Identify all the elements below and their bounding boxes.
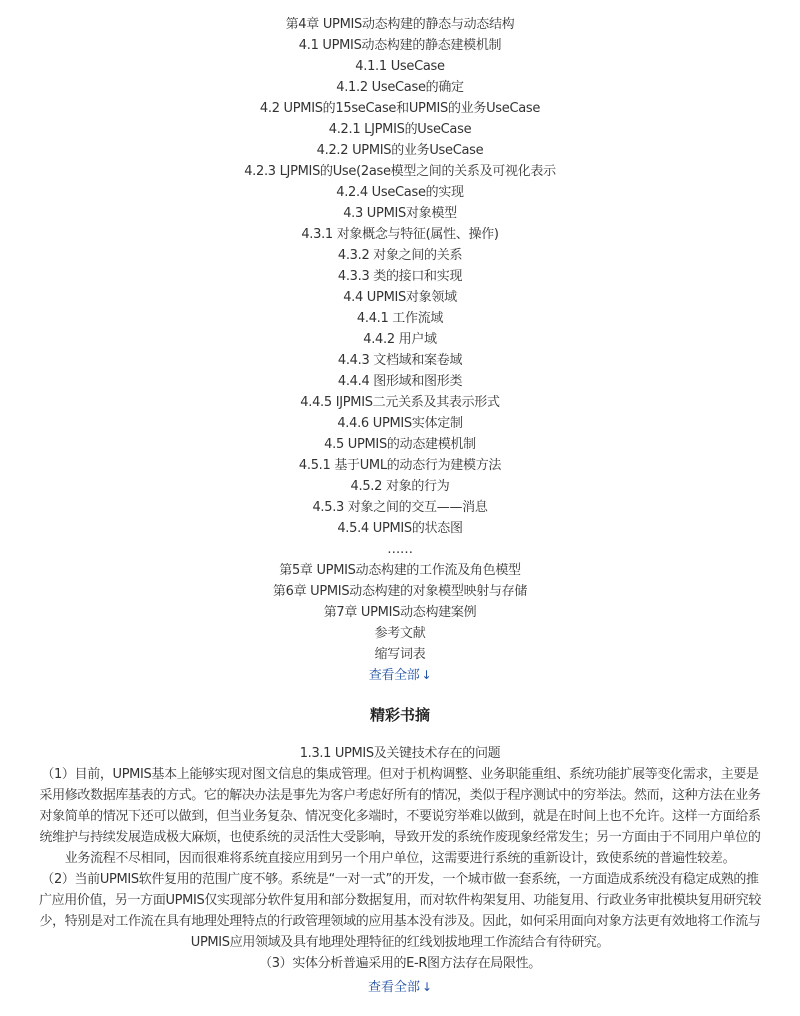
toc-entry: 4.1 UPMIS动态构建的静态建模机制 bbox=[298, 38, 502, 53]
toc-entry: 第4章 UPMIS动态构建的静态与动态结构 bbox=[285, 17, 515, 32]
excerpt-line: 业务流程不尽相同，因而很难将系统直接应用到另一个用户单位，这需要进行系统的重新设计，致使系统的普遍性较差。 bbox=[64, 851, 736, 866]
toc-entry: 4.1.2 UseCase的确定 bbox=[336, 80, 464, 95]
excerpt-line: 采用修改数据库基表的方式。它的解决办法是事先为客户考虑好所有的情况，类似于程序测试中的穷举法。然而，这种方法在业务 bbox=[39, 788, 761, 803]
toc-entry: 4.2.3 LJPMIS的Use(2ase模型之间的关系及可视化表示 bbox=[244, 164, 556, 179]
toc-view-all-link[interactable] bbox=[369, 668, 432, 683]
toc-entry: 4.1.1 UseCase bbox=[355, 59, 445, 74]
toc-entry: 第7章 UPMIS动态构建案例 bbox=[323, 605, 477, 620]
excerpt-view-all-label: 查看全部 bbox=[367, 980, 420, 995]
table-of-contents bbox=[0, 14, 800, 686]
book-excerpt bbox=[0, 743, 800, 974]
toc-entry: 4.4.3 文档域和案卷域 bbox=[337, 353, 463, 368]
toc-entry: 4.5.4 UPMIS的状态图 bbox=[337, 521, 463, 536]
toc-entry: 4.3.2 对象之间的关系 bbox=[337, 248, 463, 263]
toc-entry: 第6章 UPMIS动态构建的对象模型映射与存储 bbox=[272, 584, 528, 599]
toc-entry: 缩写词表 bbox=[374, 647, 426, 662]
toc-ellipsis: …… bbox=[387, 542, 413, 557]
excerpt-heading: 1.3.1 UPMIS及关键技术存在的问题 bbox=[299, 746, 501, 761]
toc-entry: 参考文献 bbox=[374, 626, 426, 641]
toc-entry: 4.4.2 用户域 bbox=[363, 332, 437, 347]
excerpt-line: （2）当前UPMIS软件复用的范围广度不够。系统是“一对一式”的开发，一个城市做一套系统，一方面造成系统没有稳定成熟的推 bbox=[41, 872, 759, 887]
toc-entry: 4.2 UPMIS的15seCase和UPMIS的业务UseCase bbox=[259, 101, 541, 116]
excerpt-line: 广应用价值，另一方面UPMIS仅实现部分软件复用和部分数据复用，而对软件构架复用、功能复用、行政业务审批模块复用研究较 bbox=[38, 893, 761, 908]
excerpt-line: UPMIS应用领域及具有地理处理特征的红线划拔地理工作流结合有待研究。 bbox=[190, 935, 610, 950]
toc-entry: 4.4 UPMIS对象领域 bbox=[343, 290, 457, 305]
excerpt-line: 统维护与持续发展造成极大麻烦，也使系统的灵活性大受影响，导致开发的系统作废现象经常发生；另一方面由于不同用户单位的 bbox=[39, 830, 761, 845]
toc-entry: 4.2.2 UPMIS的业务UseCase bbox=[316, 143, 484, 158]
toc-entry: 4.5.2 对象的行为 bbox=[350, 479, 450, 494]
toc-more-row bbox=[0, 665, 800, 686]
toc-entry: 4.3 UPMIS对象模型 bbox=[343, 206, 457, 221]
toc-entry: 4.5.1 基于UML的动态行为建模方法 bbox=[298, 458, 502, 473]
toc-entry: 第5章 UPMIS动态构建的工作流及角色模型 bbox=[279, 563, 521, 578]
arrow-down-icon: ↓ bbox=[421, 980, 433, 994]
excerpt-more-row bbox=[0, 975, 800, 996]
excerpt-view-all-link[interactable] bbox=[368, 980, 432, 995]
toc-view-all-label: 查看全部 bbox=[368, 668, 420, 683]
toc-entry: 4.4.1 工作流域 bbox=[356, 311, 444, 326]
arrow-down-icon: ↓ bbox=[421, 668, 432, 682]
toc-entry: 4.5 UPMIS的动态建模机制 bbox=[324, 437, 476, 452]
toc-entry: 4.4.6 UPMIS实体定制 bbox=[337, 416, 463, 431]
toc-entry: 4.2.4 UseCase的实现 bbox=[336, 185, 464, 200]
excerpt-line: （1）目前，UPMIS基本上能够实现对图文信息的集成管理。但对于机构调整、业务职能重组、系统功能扩展等变化需求，主要是 bbox=[41, 767, 759, 782]
toc-entry: 4.2.1 LJPMIS的UseCase bbox=[328, 122, 472, 137]
toc-entry: 4.4.4 图形域和图形类 bbox=[337, 374, 463, 389]
excerpt-line: 对象简单的情况下还可以做到，但当业务复杂、情况变化多端时，不要说穷举难以做到，就是在时间上也不允许。这样一方面给系 bbox=[39, 809, 761, 824]
excerpt-section-title: 精彩书摘 bbox=[369, 706, 430, 724]
toc-entry: 4.5.3 对象之间的交互——消息 bbox=[312, 500, 488, 515]
toc-entry: 4.4.5 IJPMIS二元关系及其表示形式 bbox=[300, 395, 500, 410]
excerpt-line: （3）实体分析普遍采用的E-R图方法存在局限性。 bbox=[259, 956, 541, 971]
excerpt-line: 少，特别是对工作流在具有地理处理特点的行政管理领域的应用基本没有涉及。因此，如何采用面向对象方法更有效地将工作流与 bbox=[39, 914, 761, 929]
toc-entry: 4.3.3 类的接口和实现 bbox=[337, 269, 463, 284]
toc-entry: 4.3.1 对象概念与特征(属性、操作) bbox=[301, 227, 499, 242]
